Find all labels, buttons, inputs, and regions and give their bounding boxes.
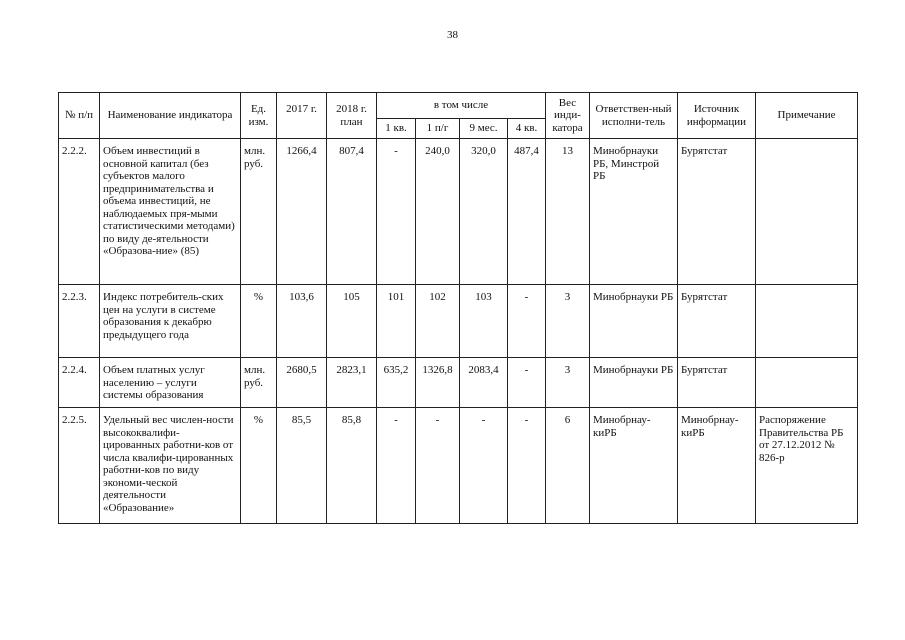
cell-weight: 3	[546, 285, 590, 358]
cell-source: Бурятстат	[678, 139, 756, 285]
cell-source: Бурятстат	[678, 358, 756, 408]
cell-2018: 2823,1	[327, 358, 377, 408]
cell-9m: -	[460, 408, 508, 524]
cell-weight: 13	[546, 139, 590, 285]
header-9m: 9 мес.	[460, 119, 508, 139]
table-row	[59, 139, 858, 285]
header-num: № п/п	[59, 93, 100, 139]
cell-q4: -	[508, 285, 546, 358]
cell-q1: 101	[377, 285, 416, 358]
cell-2018: 807,4	[327, 139, 377, 285]
cell-q1: 635,2	[377, 358, 416, 408]
header-including: в том числе	[377, 93, 546, 119]
header-2018-plan: 2018 г. план	[327, 93, 377, 139]
cell-9m: 103	[460, 285, 508, 358]
cell-num: 2.2.4.	[59, 358, 100, 408]
cell-weight: 6	[546, 408, 590, 524]
cell-2017: 103,6	[277, 285, 327, 358]
cell-name: Удельный вес числен-ности высококвалифи-цированных работни-ков от числа квалифи-цированных работни-ков по виду экономи-ческой деятельности «Образование»	[100, 408, 241, 524]
header-q1: 1 кв.	[377, 119, 416, 139]
header-weight: Вес инди-катора	[546, 93, 590, 139]
header-unit: Ед. изм.	[241, 93, 277, 139]
cell-q1: -	[377, 139, 416, 285]
cell-num: 2.2.3.	[59, 285, 100, 358]
cell-responsible: Минобрнауки РБ	[590, 285, 678, 358]
cell-note	[756, 285, 858, 358]
cell-responsible: Минобрнауки РБ	[590, 358, 678, 408]
table-row	[59, 408, 858, 524]
cell-source: Бурятстат	[678, 285, 756, 358]
header-2017: 2017 г.	[277, 93, 327, 139]
cell-name: Объем платных услуг населению – услуги системы образования	[100, 358, 241, 408]
cell-q1: -	[377, 408, 416, 524]
cell-weight: 3	[546, 358, 590, 408]
header-name: Наименование индикатора	[100, 93, 241, 139]
cell-name: Объем инвестиций в основной капитал (без субъектов малого предпринимательства и объема инвестиций, не наблюдаемых пря-мыми статистическими методами) по виду де-ятельности «Образова-ние» (85)	[100, 139, 241, 285]
cell-responsible: Минобрнауки РБ, Минстрой РБ	[590, 139, 678, 285]
cell-h1: 102	[416, 285, 460, 358]
cell-unit: млн. руб.	[241, 358, 277, 408]
cell-unit: млн. руб.	[241, 139, 277, 285]
cell-note: Распоряжение Правительства РБ от 27.12.2012 № 826-р	[756, 408, 858, 524]
header-h1: 1 п/г	[416, 119, 460, 139]
cell-q4: -	[508, 408, 546, 524]
indicators-table	[58, 92, 858, 524]
cell-2017: 85,5	[277, 408, 327, 524]
header-note: Примечание	[756, 93, 858, 139]
cell-source: Минобрнау-киРБ	[678, 408, 756, 524]
cell-q4: 487,4	[508, 139, 546, 285]
cell-2017: 1266,4	[277, 139, 327, 285]
cell-num: 2.2.2.	[59, 139, 100, 285]
cell-num: 2.2.5.	[59, 408, 100, 524]
cell-note	[756, 358, 858, 408]
cell-2018: 105	[327, 285, 377, 358]
cell-unit: %	[241, 408, 277, 524]
cell-9m: 2083,4	[460, 358, 508, 408]
cell-2018: 85,8	[327, 408, 377, 524]
cell-name: Индекс потребитель-ских цен на услуги в системе образования к декабрю предыдущего года	[100, 285, 241, 358]
cell-note	[756, 139, 858, 285]
cell-h1: 1326,8	[416, 358, 460, 408]
cell-unit: %	[241, 285, 277, 358]
cell-9m: 320,0	[460, 139, 508, 285]
cell-h1: -	[416, 408, 460, 524]
cell-q4: -	[508, 358, 546, 408]
cell-responsible: Минобрнау-киРБ	[590, 408, 678, 524]
header-responsible: Ответствен-ный исполни-тель	[590, 93, 678, 139]
cell-h1: 240,0	[416, 139, 460, 285]
cell-2017: 2680,5	[277, 358, 327, 408]
page-number: 38	[447, 29, 458, 41]
header-source: Источник информации	[678, 93, 756, 139]
header-q4: 4 кв.	[508, 119, 546, 139]
table-row	[59, 285, 858, 358]
table-row	[59, 358, 858, 408]
header-row-1	[59, 93, 858, 119]
